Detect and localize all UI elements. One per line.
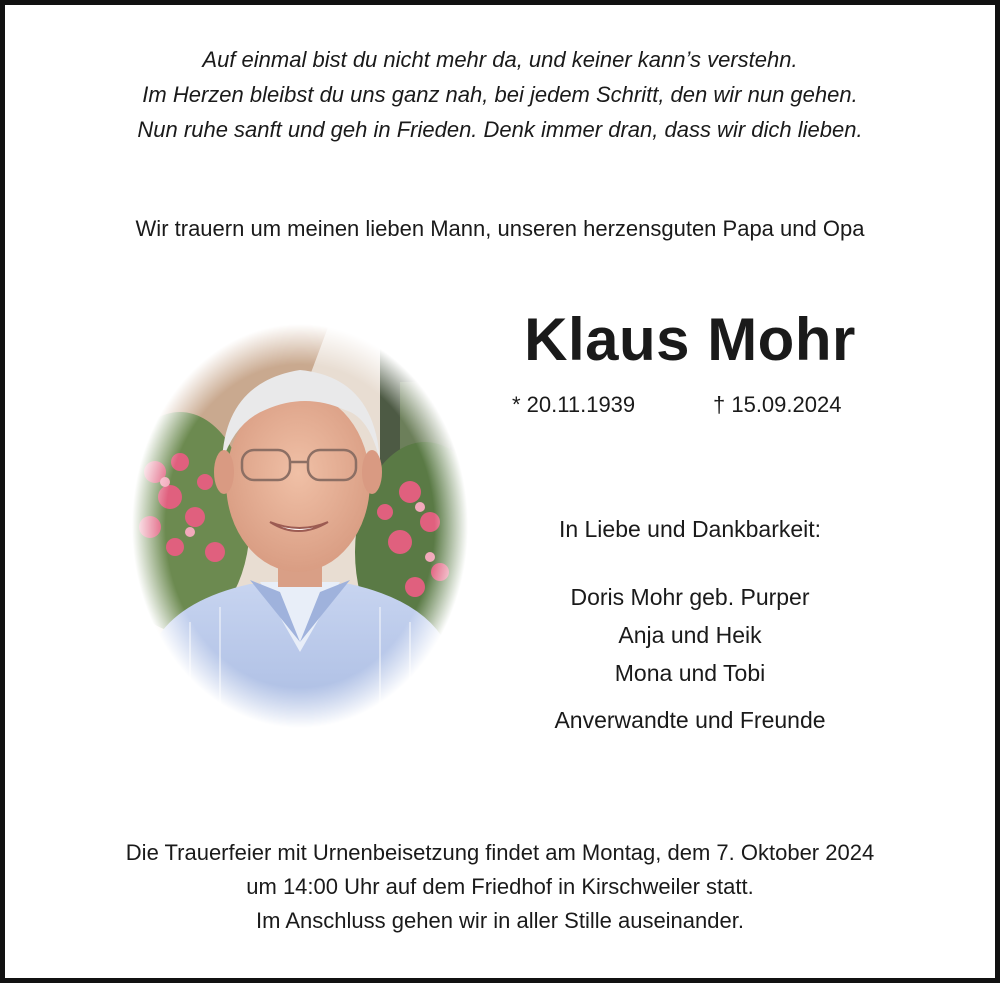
deceased-name: Klaus Mohr	[524, 306, 856, 373]
family-member: Doris Mohr geb. Purper	[570, 584, 810, 610]
mourning-intro: Wir trauern um meinen lieben Mann, unseren herzensguten Papa und Opa	[135, 216, 865, 241]
birth-date: * 20.11.1939	[512, 392, 636, 417]
poem-line: Auf einmal bist du nicht mehr da, und keiner kann’s verstehn.	[202, 47, 798, 72]
family-member: Anja und Heik	[618, 622, 762, 648]
funeral-service-info	[0, 836, 1000, 938]
family-member: Mona und Tobi	[614, 660, 766, 686]
poem-line: Im Herzen bleibst du uns ganz nah, bei jedem Schritt, den wir nun gehen.	[142, 82, 858, 107]
thanks-heading: In Liebe und Dankbarkeit:	[558, 516, 822, 542]
service-line: Die Trauerfeier mit Urnenbeisetzung findet am Montag, dem 7. Oktober 2024	[125, 840, 875, 865]
portrait-photo	[130, 322, 470, 730]
service-line: Im Anschluss gehen wir in aller Stille auseinander.	[256, 908, 744, 933]
poem-line: Nun ruhe sanft und geh in Frieden. Denk immer dran, dass wir dich lieben.	[137, 117, 863, 142]
death-date: † 15.09.2024	[713, 392, 842, 417]
memorial-poem	[0, 42, 1000, 147]
service-line: um 14:00 Uhr auf dem Friedhof in Kirschweiler statt.	[246, 874, 754, 899]
family-list	[440, 578, 940, 692]
relatives-line: Anverwandte und Freunde	[554, 707, 826, 733]
